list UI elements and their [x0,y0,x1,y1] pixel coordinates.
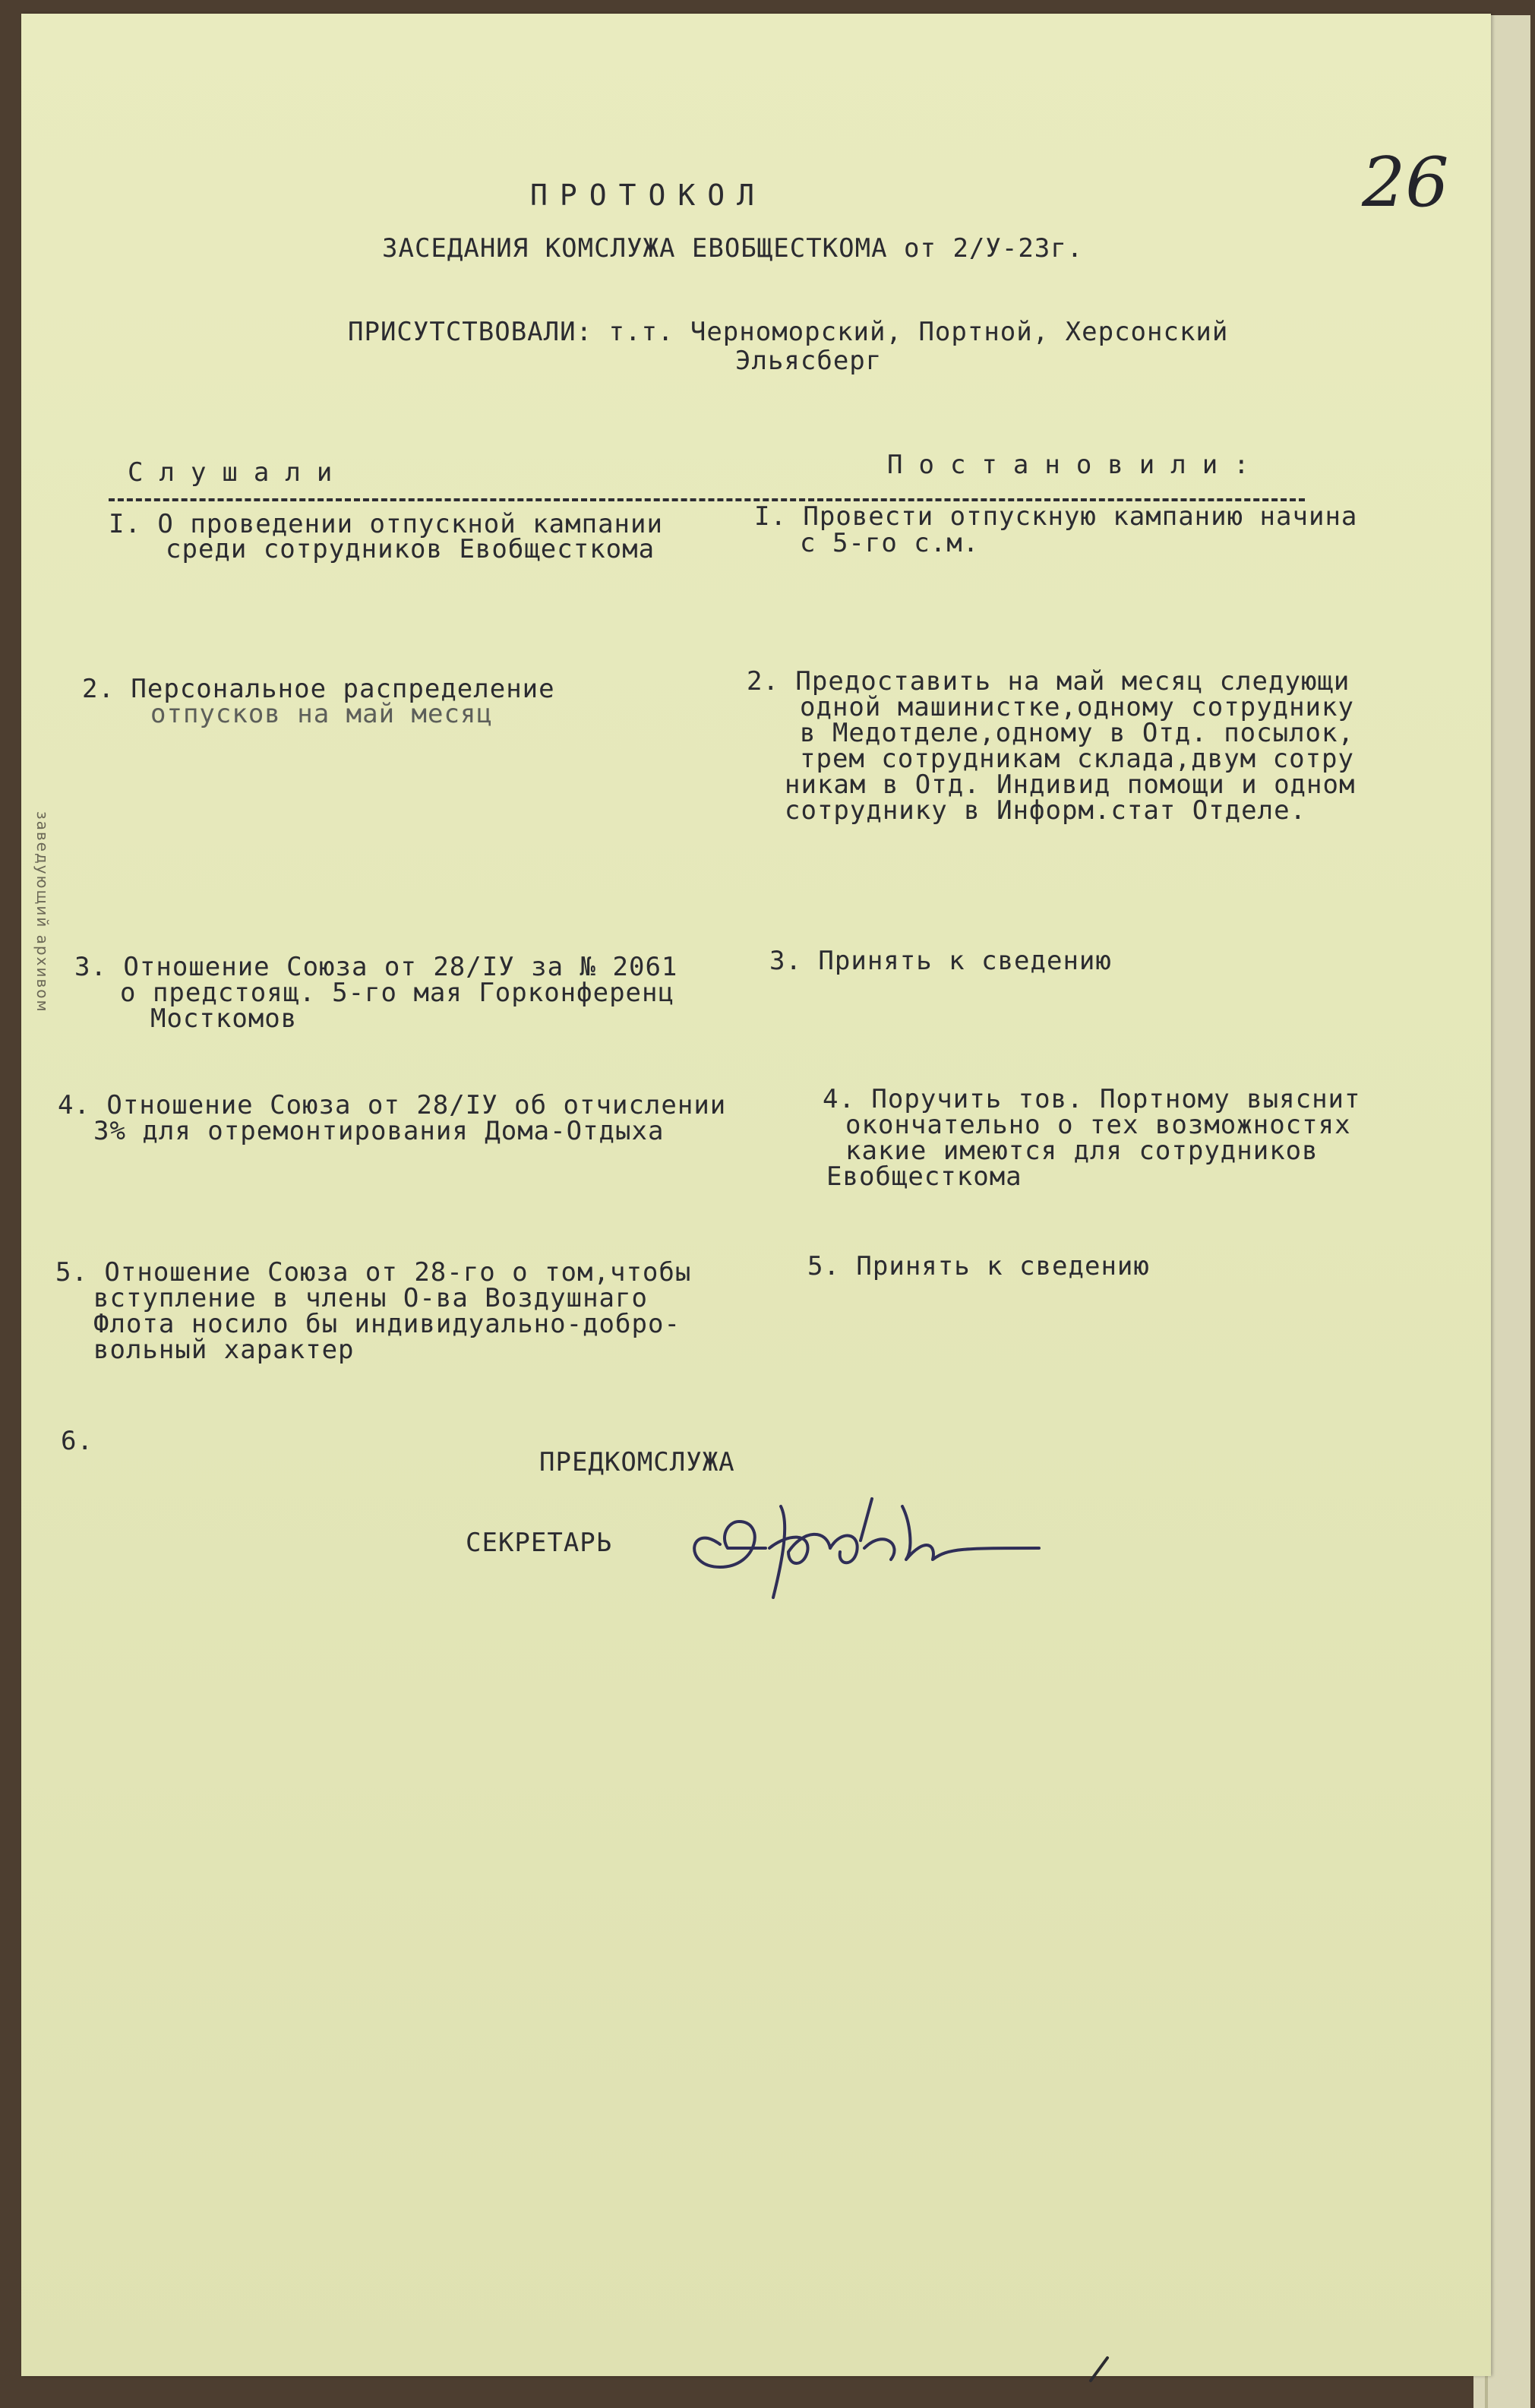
attendees-line-2: Эльясберг [735,346,883,376]
heard-3-line-2: о предстоящ. 5-го мая Горконференц [120,978,674,1008]
margin-text: заведующий архивом [33,811,52,1013]
heard-3-line-3: Мосткомов [150,1003,298,1034]
heard-4-line-1: 4. Отношение Союза от 28/IУ об отчислении [58,1090,727,1120]
heard-1-line-2: среди сотрудников Евобщесткома [166,534,655,564]
heard-2-line-2: отпусков на май месяц [150,699,493,729]
decided-4-line-3: какие имеются для сотрудников [845,1136,1319,1166]
decided-5-line-1: 5. Принять к сведению [807,1251,1150,1281]
column-header-heard: Слушали [128,457,349,488]
decided-4-line-1: 4. Поручить тов. Портному выяснит [823,1084,1361,1114]
attendees-line-1: ПРИСУТСТВОВАЛИ: т.т. Черноморский, Портной, Херсонский [348,317,1229,347]
heard-1-line-1: I. О проведении отпускной кампании [109,509,663,539]
decided-4-line-2: окончательно о тех возможностях [845,1110,1351,1140]
heard-2-line-1: 2. Персональное распределение [82,674,555,704]
heard-5-line-2: вступление в члены О-ва Воздушнаго [93,1283,648,1313]
folio-number: 26 [1362,143,1449,223]
chair-label: ПРЕДКОМСЛУЖА [539,1447,735,1477]
decided-1-line-1: I. Провести отпускную кампанию начина [754,501,1358,532]
item-6-number: 6. [61,1426,93,1456]
document-title: ПРОТОКОЛ [530,179,767,212]
heard-5-line-1: 5. Отношение Союза от 28-го о том,чтобы [55,1257,692,1288]
document-sheet [21,14,1491,2376]
decided-2-line-4: трем сотрудникам склада,двум сотру [800,744,1354,774]
document-subtitle: ЗАСЕДАНИЯ КОМСЛУЖА ЕВОБЩЕСТКОМА от 2/У-23г. [382,233,1084,264]
heard-5-line-3: Флота носило бы индивидуально-добро- [93,1309,681,1339]
secretary-signature [674,1476,1069,1605]
decided-1-line-2: с 5-го с.м. [800,528,980,558]
decided-4-line-4: Евобщесткома [826,1161,1022,1192]
heard-3-line-1: 3. Отношение Союза от 28/IУ за № 2061 [74,952,678,982]
heard-5-line-4: вольный характер [93,1335,355,1365]
pen-mark [1085,2353,1115,2384]
decided-2-line-6: сотруднику в Информ.стат Отделе. [785,795,1307,826]
decided-2-line-5: никам в Отд. Индивид помощи и одном [785,769,1356,800]
decided-3-line-1: 3. Принять к сведению [769,946,1112,976]
decided-2-line-3: в Медотделе,одному в Отд. посылок, [800,718,1354,748]
decided-2-line-1: 2. Предоставить на май месяц следующи [747,666,1350,697]
column-header-decided: Постановили: [887,450,1265,480]
secretary-label: СЕКРЕТАРЬ [466,1528,613,1558]
decided-2-line-2: одной машинистке,одному сотруднику [800,692,1354,722]
heard-4-line-2: 3% для отремонтирования Дома-Отдыха [93,1116,665,1146]
